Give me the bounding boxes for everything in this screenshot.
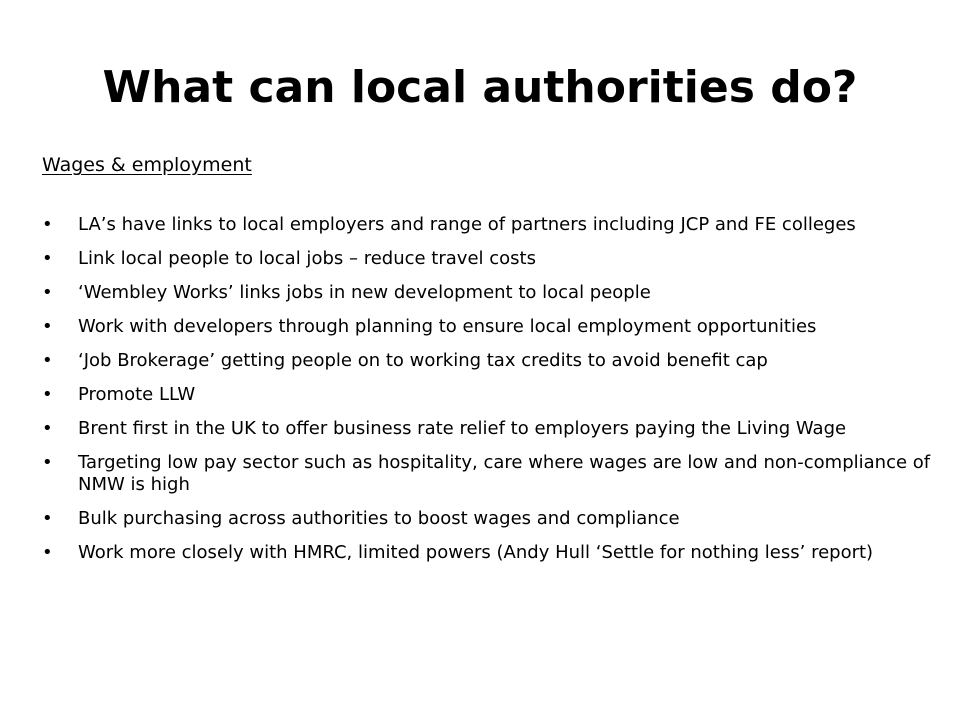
bullet-item xyxy=(42,384,942,406)
bullet-item xyxy=(42,282,942,304)
bullet-text: Targeting low pay sector such as hospitality, care where wages are low and non-compliance of NMW is high xyxy=(78,452,931,495)
bullet-text: Brent first in the UK to offer business rate relief to employers paying the Living Wage xyxy=(78,418,847,439)
bullet-item xyxy=(42,248,942,270)
bullet-text: LA’s have links to local employers and range of partners including JCP and FE colleges xyxy=(78,214,856,235)
bullet-text: Link local people to local jobs – reduce travel costs xyxy=(78,248,536,269)
bullet-dot-icon: • xyxy=(42,214,53,235)
bullet-item xyxy=(42,452,942,496)
bullet-dot-icon: • xyxy=(42,316,53,337)
bullet-text: ‘Job Brokerage’ getting people on to working tax credits to avoid benefit cap xyxy=(78,350,768,371)
bullet-item xyxy=(42,214,942,236)
bullet-item xyxy=(42,542,942,564)
bullet-text: Work more closely with HMRC, limited powers (Andy Hull ‘Settle for nothing less’ report) xyxy=(78,542,874,563)
section-subtitle: Wages & employment xyxy=(42,154,252,176)
bullet-dot-icon: • xyxy=(42,452,53,473)
bullet-text: Promote LLW xyxy=(78,384,196,405)
bullet-text: Work with developers through planning to ensure local employment opportunities xyxy=(78,316,817,337)
bullet-dot-icon: • xyxy=(42,542,53,563)
bullet-dot-icon: • xyxy=(42,248,53,269)
bullet-dot-icon: • xyxy=(42,350,53,371)
bullet-text: ‘Wembley Works’ links jobs in new development to local people xyxy=(78,282,651,303)
bullet-dot-icon: • xyxy=(42,418,53,439)
bullet-item xyxy=(42,418,942,440)
bullet-item xyxy=(42,350,942,372)
bullet-text: Bulk purchasing across authorities to boost wages and compliance xyxy=(78,508,680,529)
bullet-item xyxy=(42,508,942,530)
bullet-dot-icon: • xyxy=(42,384,53,405)
bullet-dot-icon: • xyxy=(42,508,53,529)
bullet-list xyxy=(42,214,942,576)
bullet-dot-icon: • xyxy=(42,282,53,303)
slide-title: What can local authorities do? xyxy=(102,62,858,113)
bullet-item xyxy=(42,316,942,338)
